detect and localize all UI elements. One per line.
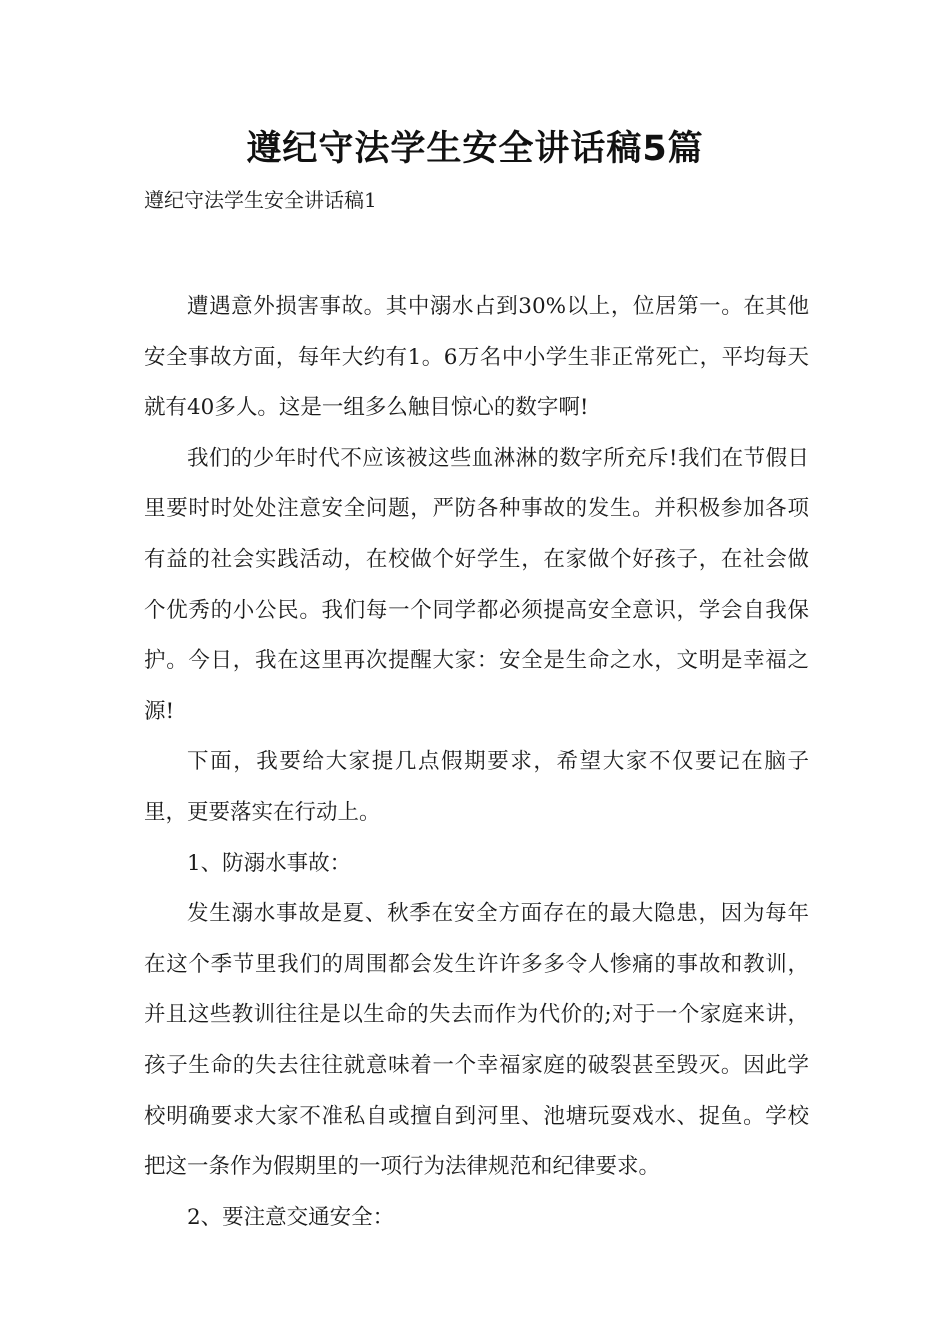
paragraph: 发生溺水事故是夏、秋季在安全方面存在的最大隐患，因为每年在这个季节里我们的周围都会发生许许多多令人惨痛的事故和教训，并且这些教训往往是以生命的失去而作为代价的;对于一个家庭来讲，孩子生命的失去往往就意味着一个幸福家庭的破裂甚至毁灭。因此学校明确要求大家不准私自或擅自到河里、池塘玩耍戏水、捉鱼。学校把这一条作为假期里的一项行为法律规范和纪律要求。 [144, 901, 809, 1180]
document-subtitle: 遵纪守法学生安全讲话稿1 [144, 188, 377, 212]
paragraph: 我们的少年时代不应该被这些血淋淋的数字所充斥!我们在节假日里要时时处处注意安全问题，严防各种事故的发生。并积极参加各项有益的社会实践活动，在校做个好学生，在家做个好孩子，在社会做个优秀的小公民。我们每一个同学都必须提高安全意识，学会自我保护。今日，我在这里再次提醒大家：安全是生命之水，文明是幸福之源! [144, 445, 809, 724]
section-heading: 1、防溺水事故： [187, 850, 352, 876]
section-heading: 2、要注意交通安全： [187, 1204, 395, 1230]
document-title: 遵纪守法学生安全讲话稿5篇 [246, 129, 704, 169]
paragraph: 下面，我要给大家提几点假期要求，希望大家不仅要记在脑子里，更要落实在行动上。 [144, 749, 809, 825]
document-body [144, 282, 809, 1243]
paragraph: 遭遇意外损害事故。其中溺水占到30%以上，位居第一。在其他安全事故方面，每年大约有1。6万名中小学生非正常死亡，平均每天就有40多人。这是一组多么触目惊心的数字啊! [144, 294, 809, 421]
